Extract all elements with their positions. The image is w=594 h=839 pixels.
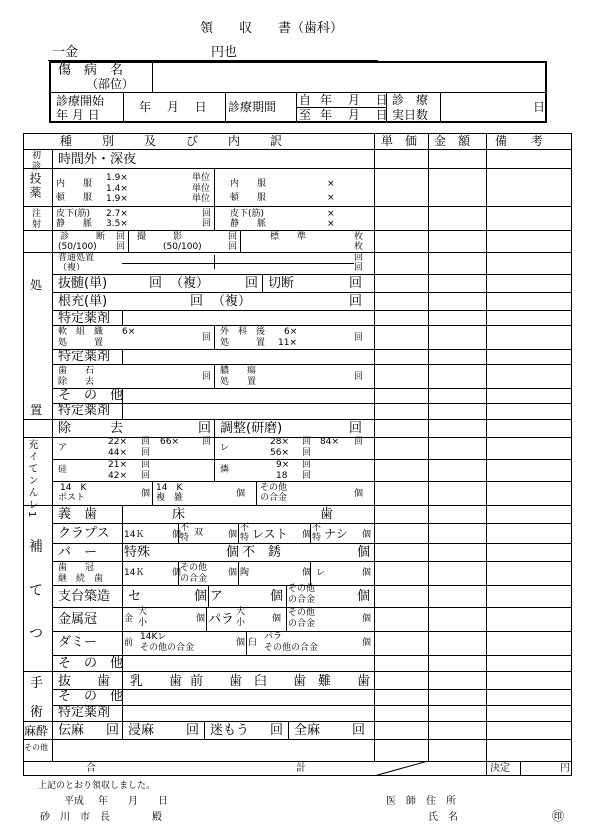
root-kai-1: 回 bbox=[190, 294, 204, 309]
prosth-label-1: 補 bbox=[29, 539, 43, 555]
metal-crown: 金属冠 bbox=[58, 612, 98, 627]
fill-kai-6: 回 bbox=[354, 437, 364, 447]
fill-q18: 18 bbox=[276, 471, 288, 481]
surgery-other: そ の 他 bbox=[58, 689, 124, 704]
extraction: 抜 歯 bbox=[58, 674, 111, 689]
anesthesia-label: 麻酔 bbox=[24, 724, 49, 738]
inj-x-2: × bbox=[327, 219, 335, 229]
abscess-2: 処 置 bbox=[220, 377, 257, 387]
adjust-kai: 回 bbox=[349, 421, 363, 436]
img-kai-a: 回 bbox=[228, 232, 238, 242]
amount-prefix: 一金 bbox=[52, 45, 79, 60]
milk-tooth: 乳 歯 bbox=[130, 674, 183, 689]
treatment-label-1: 処 bbox=[30, 278, 43, 292]
molar-tooth: 臼 歯 bbox=[254, 674, 307, 689]
total-right: 計 bbox=[296, 763, 306, 774]
start-date: 年 月 日 bbox=[139, 100, 207, 114]
bar-stainless: 不 銹 bbox=[242, 545, 282, 560]
clasp-ko-4: 個 bbox=[362, 530, 372, 540]
mc-sho-2: 小 bbox=[236, 618, 246, 628]
med-x-1: × bbox=[327, 179, 335, 189]
clasp-toku-1: 特 bbox=[180, 533, 190, 543]
general-anesthesia: 全麻 bbox=[294, 723, 321, 738]
core-alloy-1: その他 bbox=[288, 584, 316, 594]
era: 平成 bbox=[64, 796, 84, 807]
crown-ko-3: 個 bbox=[302, 568, 312, 578]
crown-re: レ bbox=[316, 568, 326, 578]
complex-k14: 14 K bbox=[156, 483, 183, 493]
period-from-date: 年 月 日 bbox=[320, 93, 388, 107]
overtime-label: 時間外・深夜 bbox=[58, 152, 137, 167]
amount-suffix: 円也 bbox=[211, 45, 238, 60]
mc-alloy-2: の合金 bbox=[288, 619, 316, 629]
clasp: クラプス bbox=[58, 526, 110, 541]
dummy-alloy-1: その他の合金 bbox=[140, 643, 195, 653]
dummy: ダミー bbox=[58, 635, 98, 650]
med-qty-a: 1.9× bbox=[106, 173, 128, 183]
med-internal: 内 服 bbox=[56, 179, 93, 189]
dummy-haku: 臼 bbox=[248, 638, 258, 648]
complex-ko: 個 bbox=[236, 489, 246, 499]
dummy-zen: 前 bbox=[124, 638, 134, 648]
diag-kai-b: 回 bbox=[116, 242, 126, 252]
clasp-toku-3: 特 bbox=[312, 533, 322, 543]
general-kai: 回 bbox=[352, 723, 366, 738]
start-label-1: 診療開始 bbox=[56, 94, 105, 108]
med-unit-c: 単位 bbox=[192, 194, 211, 204]
soft-tissue-kai: 回 bbox=[202, 333, 212, 343]
special-drug-4: 特定薬剤 bbox=[58, 705, 111, 720]
med-unit-b: 単位 bbox=[192, 184, 211, 194]
core-alloy-2: の合金 bbox=[288, 595, 316, 605]
clasp-ko-2: 個 bbox=[228, 530, 238, 540]
fill-kai-2: 回 bbox=[141, 448, 151, 458]
received-text: 上記のとおり領収しました。 bbox=[38, 781, 156, 791]
period-label: 診療期間 bbox=[228, 100, 277, 114]
core-se: セ bbox=[128, 589, 142, 604]
standard-label: 標 準 bbox=[270, 232, 307, 242]
denture: 義 歯 bbox=[58, 507, 98, 522]
img-kai-b: 回 bbox=[228, 242, 238, 252]
tartar-2: 除 去 bbox=[58, 377, 95, 387]
amputation: 切断 bbox=[268, 276, 295, 291]
fill-q66: 66× bbox=[160, 437, 179, 447]
crown-porcelain: 陶 bbox=[240, 568, 250, 578]
crown-ko-4: 個 bbox=[362, 568, 372, 578]
inj-im-2: 皮下(筋) bbox=[230, 209, 265, 219]
fill-kai-1: 回 bbox=[141, 437, 151, 447]
clasp-fu-3: 不 bbox=[312, 523, 322, 533]
tartar-kai: 回 bbox=[202, 372, 212, 382]
dono: 殿 bbox=[152, 812, 162, 823]
med-x-2: × bbox=[327, 193, 335, 203]
crown-1: 歯 冠 bbox=[58, 563, 95, 573]
standard-mai-b: 枚 bbox=[354, 242, 364, 252]
col-category: 種 別 及 び 内 訳 bbox=[60, 134, 292, 148]
abscess-1: 膿 瘍 bbox=[220, 366, 257, 376]
post-surgery-2: 処 置 bbox=[220, 338, 266, 348]
inj-qty-a: 2.7× bbox=[106, 209, 128, 219]
med-prn-2: 頓 服 bbox=[230, 193, 267, 203]
fill-q84: 84× bbox=[320, 437, 339, 447]
inj-kai-a: 回 bbox=[202, 209, 212, 219]
post-label: ポスト bbox=[58, 493, 86, 503]
soft-tissue-1: 軟 組 織 bbox=[58, 327, 104, 337]
fill-q42: 42× bbox=[108, 471, 127, 481]
fill-q56: 56× bbox=[270, 448, 289, 458]
surgery-label-1: 手 bbox=[30, 676, 44, 691]
med-qty-c: 1.9× bbox=[106, 194, 128, 204]
clasp-fu-1: 不 bbox=[180, 523, 190, 533]
mc-alloy-1: その他 bbox=[288, 608, 316, 618]
decision-label: 決定 bbox=[490, 763, 510, 774]
period-from: 自 bbox=[299, 93, 312, 107]
other-1: そ の 他 bbox=[58, 388, 124, 403]
fill-kai-7: 回 bbox=[141, 460, 151, 470]
days-label-2: 実日数 bbox=[392, 108, 429, 122]
normal-proc-2: （複） bbox=[58, 263, 86, 273]
infiltration-anesthesia: 浸麻 bbox=[128, 723, 155, 738]
fill-ho: 燐 bbox=[220, 465, 230, 475]
alloy-ko: 個 bbox=[354, 489, 364, 499]
vagus-block: 迷もう bbox=[210, 723, 250, 738]
post-surgery-qty-a: 6× bbox=[284, 327, 298, 337]
conduction-anesthesia: 伝麻 bbox=[58, 723, 85, 738]
bar-special: 特殊 bbox=[124, 545, 151, 560]
doctor-name-label: 氏 名 bbox=[428, 812, 458, 823]
fill-re: レ bbox=[220, 443, 230, 453]
root-filling-single: 根充(単) bbox=[58, 294, 108, 309]
bar-ko-1: 個 bbox=[226, 545, 240, 560]
conduction-kai: 回 bbox=[106, 723, 120, 738]
part-label: （部位） bbox=[86, 77, 135, 91]
post-surgery-kai: 回 bbox=[354, 333, 364, 343]
soft-tissue-qty: 6× bbox=[122, 327, 136, 337]
pulpectomy-single: 抜髄(単) bbox=[58, 276, 108, 291]
mc-ko-2: 個 bbox=[272, 614, 282, 624]
vagus-kai: 回 bbox=[270, 723, 284, 738]
clasp-ko-3: 個 bbox=[302, 530, 312, 540]
mayor: 砂 川 市 長 bbox=[40, 812, 110, 823]
fill-q44: 44× bbox=[108, 448, 127, 458]
injection-label: 注射 bbox=[30, 208, 40, 230]
core-ko-2: 個 bbox=[270, 589, 284, 604]
inj-x-1: × bbox=[327, 209, 335, 219]
med-prn: 頓 服 bbox=[56, 193, 93, 203]
mc-ko-3: 個 bbox=[362, 614, 372, 624]
mc-ko-1: 個 bbox=[196, 614, 206, 624]
fill-kai-10: 回 bbox=[302, 471, 312, 481]
soft-tissue-2: 処 置 bbox=[58, 338, 104, 348]
crown-ko-1: 個 bbox=[172, 568, 182, 578]
total-left: 合 bbox=[86, 763, 96, 774]
treatment-label-2: 置 bbox=[30, 403, 43, 417]
page-title: 領 収 書（歯科） bbox=[200, 21, 344, 36]
clasp-sou: 双 bbox=[194, 528, 204, 538]
mc-para: パラ bbox=[208, 612, 235, 627]
clasp-nashi: ナシ bbox=[324, 527, 348, 541]
diag-kai-a: 回 bbox=[116, 232, 126, 242]
med-unit-a: 単位 bbox=[192, 173, 211, 183]
crown-2: 継 続 歯 bbox=[58, 574, 104, 584]
normal-proc-1: 普通処置 bbox=[58, 253, 95, 263]
doctor-address: 医 師 住 所 bbox=[386, 796, 456, 807]
removal-kai: 回 bbox=[198, 421, 212, 436]
post-surgery-qty-b: 11× bbox=[278, 338, 297, 348]
fill-kai-5: 回 bbox=[302, 448, 312, 458]
pulpectomy-multi: （複） bbox=[170, 276, 210, 291]
crown-ko-2: 個 bbox=[228, 568, 238, 578]
amputation-kai: 回 bbox=[349, 276, 363, 291]
inj-iv: 静 脈 bbox=[56, 219, 93, 229]
bar-ko-2: 個 bbox=[357, 545, 371, 560]
prosth-label-3: つ bbox=[29, 626, 43, 642]
special-drug-2: 特定薬剤 bbox=[58, 349, 111, 364]
surgery-label-2: 術 bbox=[30, 705, 44, 720]
crown-k14: 14Ｋ bbox=[124, 568, 145, 578]
removal: 除 去 bbox=[58, 421, 124, 436]
root-filling-multi: （複） bbox=[212, 294, 252, 309]
inj-iv-2: 静 脈 bbox=[230, 219, 267, 229]
prosth-label-2: て bbox=[29, 583, 43, 599]
normal-kai-a: 回 bbox=[354, 253, 364, 263]
medication-label: 投薬 bbox=[28, 172, 42, 200]
col-unit-price: 単 価 bbox=[381, 134, 418, 148]
fill-kai-4: 回 bbox=[302, 437, 312, 447]
denture-tooth: 歯 bbox=[320, 507, 334, 522]
core-ko-3: 個 bbox=[357, 589, 371, 604]
tartar-1: 歯 石 bbox=[58, 366, 95, 376]
fill-ke: 硅 bbox=[58, 465, 68, 475]
crown-alloy-1: その他 bbox=[180, 563, 208, 573]
mc-sho-1: 小 bbox=[138, 618, 148, 628]
col-amount: 金 額 bbox=[434, 134, 471, 148]
crown-alloy-2: の合金 bbox=[180, 574, 208, 584]
root-kai-2: 回 bbox=[349, 294, 363, 309]
imaging-label: 撮 影 bbox=[137, 232, 183, 242]
diagnosis-label: 診 断 bbox=[60, 232, 106, 242]
decision-yen: 円 bbox=[560, 763, 570, 774]
core-ko-1: 個 bbox=[194, 589, 208, 604]
period-to-date: 年 月 日 bbox=[320, 108, 388, 122]
fill-q22: 22× bbox=[108, 437, 127, 447]
pulpectomy-kai-1: 回 bbox=[149, 276, 163, 291]
first-visit-label: 初診 bbox=[30, 150, 40, 172]
normal-kai-b: 回 bbox=[354, 263, 364, 273]
denture-bed: 床 bbox=[172, 507, 186, 522]
mc-dai-2: 大 bbox=[236, 607, 246, 617]
dummy-ko-2: 個 bbox=[362, 638, 372, 648]
mc-dai-1: 大 bbox=[138, 607, 148, 617]
front-tooth: 前 歯 bbox=[190, 674, 243, 689]
pulpectomy-kai-2: 回 bbox=[245, 276, 259, 291]
disease-label: 傷 病 名 bbox=[58, 63, 124, 78]
bar: バ ー bbox=[58, 545, 98, 560]
post-k14: 14 K bbox=[60, 483, 87, 493]
clasp-ko-1: 個 bbox=[172, 530, 182, 540]
clasp-toku-2: 特 bbox=[240, 533, 250, 543]
dummy-para: パラ bbox=[264, 632, 283, 642]
infiltration-kai: 回 bbox=[186, 723, 200, 738]
dummy-alloy-2: その他の合金 bbox=[264, 643, 319, 653]
dummy-k14re: 14Kレ bbox=[140, 632, 167, 642]
fill-q9: 9× bbox=[276, 460, 290, 470]
inj-qty-b: 3.5× bbox=[106, 219, 128, 229]
clasp-fu-2: 不 bbox=[240, 523, 250, 533]
core-a: ア bbox=[210, 589, 224, 604]
clasp-rest: レスト bbox=[252, 527, 288, 541]
standard-mai-a: 枚 bbox=[354, 232, 364, 242]
fill-q28: 28× bbox=[270, 437, 289, 447]
dummy-ko-1: 個 bbox=[236, 638, 246, 648]
col-remarks: 備 考 bbox=[495, 134, 544, 148]
days-label-1: 診 療 bbox=[392, 93, 429, 107]
total-slash bbox=[374, 761, 428, 776]
mc-kin: 金 bbox=[124, 614, 134, 624]
fill-kai-3: 回 bbox=[202, 437, 212, 447]
med-internal-2: 内 服 bbox=[230, 179, 267, 189]
complex-label: 複 雑 bbox=[156, 493, 184, 503]
inj-im: 皮下(筋) bbox=[56, 209, 91, 219]
fill-kai-9: 回 bbox=[302, 460, 312, 470]
seal-icon: ㊞ bbox=[552, 809, 565, 823]
post-surgery-1: 外 科 後 bbox=[220, 327, 266, 337]
filling-label: 充イてンんレ1 bbox=[26, 439, 37, 520]
adjust: 調整(研磨) bbox=[220, 421, 283, 436]
days-unit: 日 bbox=[533, 100, 546, 114]
core-buildup: 支台築造 bbox=[58, 589, 111, 604]
med-qty-b: 1.4× bbox=[106, 184, 128, 194]
start-label-2: 年 月 日 bbox=[56, 108, 100, 122]
special-drug-3: 特定薬剤 bbox=[58, 403, 111, 418]
difficult-tooth: 難 歯 bbox=[318, 674, 371, 689]
other-small-label: その他 bbox=[24, 743, 48, 752]
alloy-2: の合金 bbox=[260, 493, 288, 503]
prosth-other: そ の 他 bbox=[58, 656, 124, 671]
alloy-1: その他 bbox=[260, 483, 288, 493]
inj-kai-b: 回 bbox=[202, 219, 212, 229]
imaging-sub: (50/100) bbox=[163, 242, 202, 252]
fill-q21: 21× bbox=[108, 460, 127, 470]
period-to: 至 bbox=[299, 108, 312, 122]
fill-kai-8: 回 bbox=[141, 471, 151, 481]
post-ko: 個 bbox=[141, 489, 151, 499]
abscess-kai: 回 bbox=[354, 372, 364, 382]
fill-a: ア bbox=[58, 443, 68, 453]
footer-date: 年 月 日 bbox=[98, 796, 168, 807]
clasp-k14: 14Ｋ bbox=[124, 530, 145, 540]
special-drug-1: 特定薬剤 bbox=[58, 311, 111, 326]
diagnosis-sub: (50/100) bbox=[58, 242, 97, 252]
